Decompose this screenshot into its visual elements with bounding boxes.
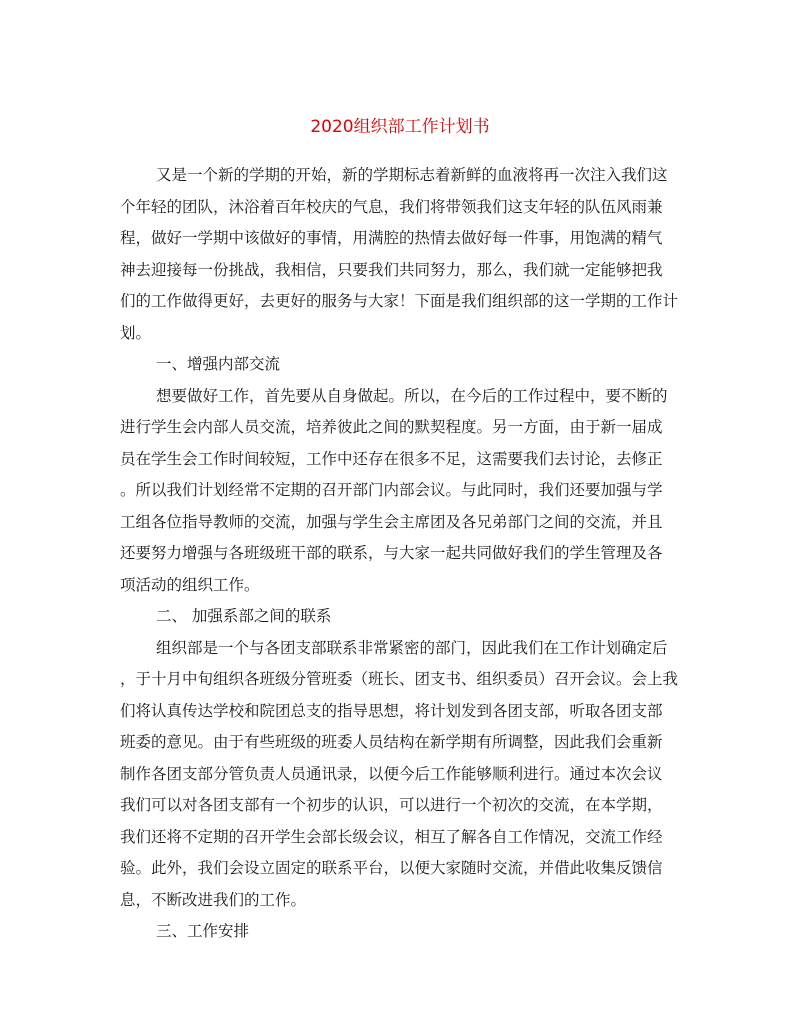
text-line: 个年轻的团队，沐浴着百年校庆的气息，我们将带领我们这支年轻的队伍风雨兼 [120,197,663,216]
text-line: 二、 加强系部之间的联系 [156,607,332,625]
text-line: 神去迎接每一份挑战，我相信，只要我们共同努力，那么，我们就一定能够把我 [120,260,663,279]
document-body [120,160,685,948]
text-line: 员在学生会工作时间较短，工作中还存在很多不足，这需要我们去讨论，去修正 [120,449,663,468]
text-line: 项活动的组织工作。 [120,575,260,594]
text-line: 三、工作安排 [156,922,250,940]
text-line: 制作各团支部分管负责人员通讯录，以便今后工作能够顺利进行。通过本次会议 [120,764,663,783]
text-line: 息，不断改进我们的工作。 [120,890,307,909]
text-line: 划。 [120,323,152,342]
text-line: 组织部是一个与各团支部联系非常紧密的部门，因此我们在工作计划确定后 [156,638,668,657]
document-title: 2020组织部工作计划书 [310,117,490,137]
text-line: 。所以我们计划经常不定期的召开部门内部会议。与此同时，我们还要加强与学 [120,481,663,499]
text-line: 验。此外，我们会设立固定的联系平台，以便大家随时交流，并借此收集反馈信 [120,859,663,877]
text-line: 们将认真传达学校和院团总支的指导思想，将计划发到各团支部，听取各团支部 [120,701,663,720]
text-line: 我们可以对各团支部有一个初步的认识，可以进行一个初次的交流，在本学期， [120,796,663,814]
text-line: 们的工作做得更好，去更好的服务与大家！下面是我们组织部的这一学期的工作计 [120,292,679,310]
text-line: 程，做好一学期中该做好的事情，用满腔的热情去做好每一件事，用饱满的精气 [120,229,663,247]
text-line: 工组各位指导教师的交流，加强与学生会主席团及各兄弟部门之间的交流，并且 [120,512,663,531]
text-line: 我们还将不定期的召开学生会部长级会议，相互了解各自工作情况，交流工作经 [120,827,663,846]
text-line: 进行学生会内部人员交流，培养彼此之间的默契程度。另一方面，由于新一届成 [120,418,663,436]
text-line: ，于十月中旬组织各班级分管班委（班长、团支书、组织委员）召开会议。会上我 [120,670,679,688]
text-line: 一、增强内部交流 [156,355,281,373]
text-line: 还要努力增强与各班级班干部的联系，与大家一起共同做好我们的学生管理及各 [120,544,663,562]
text-line: 想要做好工作，首先要从自身做起。所以，在今后的工作过程中，要不断的 [156,386,668,405]
text-line: 班委的意见。由于有些班级的班委人员结构在新学期有所调整，因此我们会重新 [120,733,663,751]
text-line: 又是一个新的学期的开始，新的学期标志着新鲜的血液将再一次注入我们这 [156,166,668,184]
